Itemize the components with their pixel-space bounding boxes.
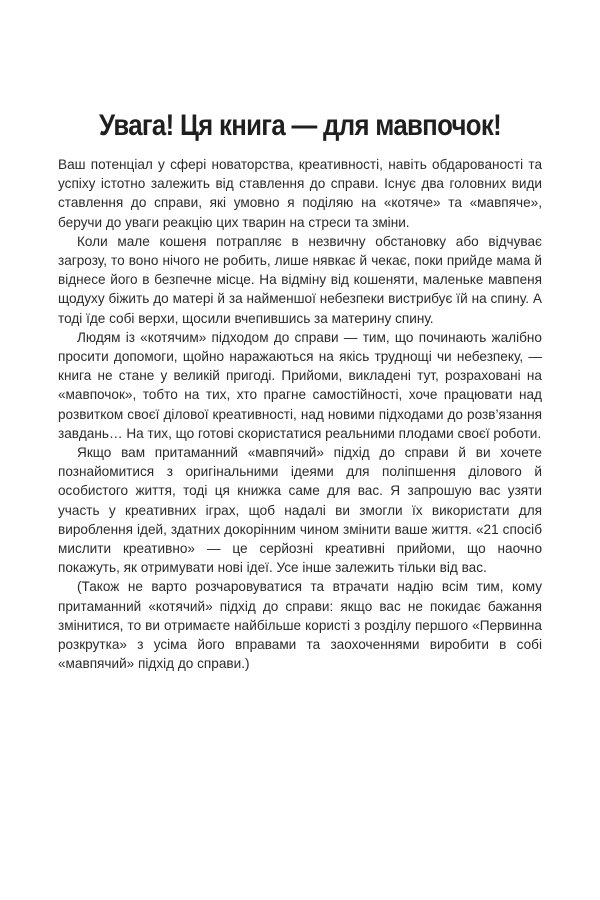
body-text — [58, 155, 542, 673]
paragraph: Ваш потенціал у сфері новаторства, креативності, навіть обдарованості та успіху істотно залежить від ставлення до справи. Існує два головних види ставлення до справи, які умовно я поділяю на «котяче» та «мавпяче», беручи до уваги реакцію цих тварин на стреси та зміни. — [58, 157, 542, 230]
paragraph: (Також не варто розчаровуватися та втрачати надію всім тим, кому притаманний «котячий» підхід до справи: якщо вас не покидає бажання змінитися, то ви отримаєте найбільше користі з розділу першого «Первинна розкрутка» з усіма його вправами та заохоченнями виробити в собі «мавпячий» підхід до справи.) — [58, 579, 542, 672]
page-title: Увага! Ця книга — для мавпочок! — [98, 109, 501, 142]
paragraph: Людям із «котячим» підходом до справи — тим, що починають жалібно просити допомоги, щойно наражаються на якісь труднощі чи небезпеку, — книга не стане у великій пригоді. Прийоми, викладені тут, розраховані на «мавпочок», тобто на тих, хто прагне самостійності, хоче працювати над розвитком своєї ділової креативності, над новими підходами до розв’язання завдань… На тих, що готові скористатися реальними плодами своєї роботи. — [58, 329, 542, 441]
paragraph: Коли мале кошеня потрапляє в незвичну обстановку або відчуває загрозу, то воно нічого не робить, лише нявкає й чекає, поки прийде мама й віднесе його в безпечне місце. На відміну від кошеняти, маленьке мавпеня щодуху біжить до матері й за найменшої небезпеки вистрибує їй на спину. А тоді їде собі верхи, щосили вчепившись за материну спину. — [58, 233, 542, 326]
paragraph: Якщо вам притаманний «мавпячий» підхід до справи й ви хочете познайомитися з оригінальними ідеями для поліпшення ділового й особистого життя, тоді ця книжка саме для вас. Я запрошую вас узяти участь у креативних іграх, щоб надалі ви змогли їх використати для вироблення ідей, здатних докорінним чином змінити ваше життя. «21 спосіб мислити креативно» — це серйозні креативні прийоми, що наочно покажуть, як отримувати нові ідеї. Усе інше залежить тільки від вас. — [58, 445, 542, 576]
